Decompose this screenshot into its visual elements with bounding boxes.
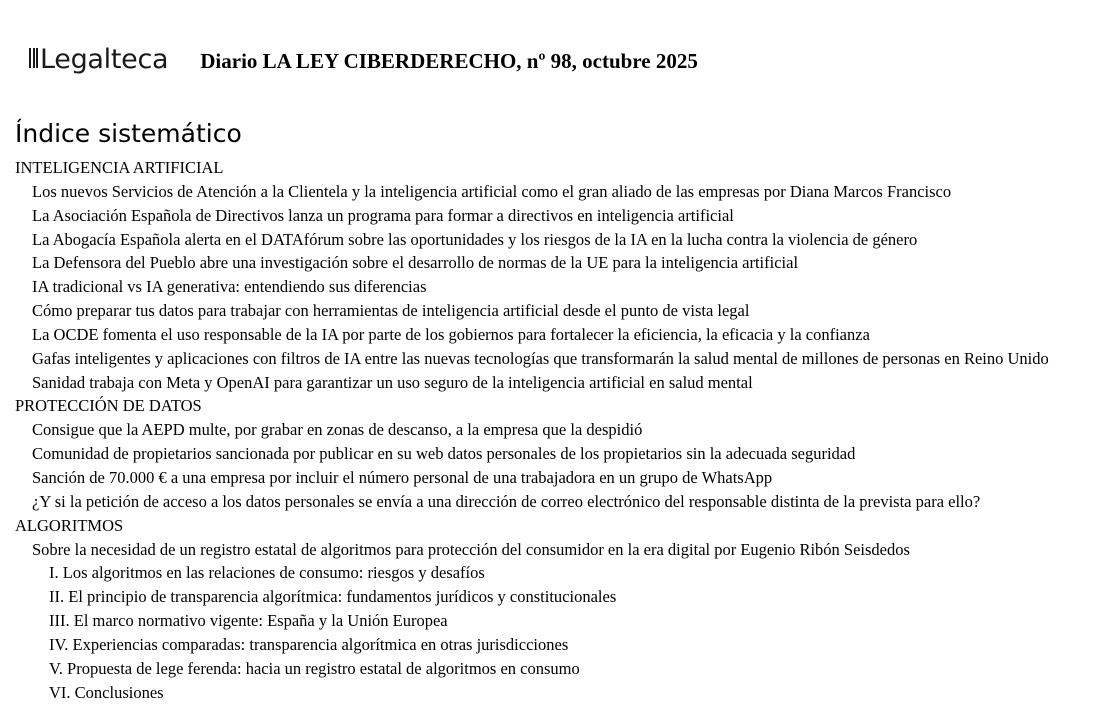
index-subentry[interactable]: III. El marco normativo vigente: España y la Unión Europea	[49, 611, 448, 631]
section-title-inteligencia-artificial: INTELIGENCIA ARTIFICIAL	[15, 158, 224, 177]
index-entry[interactable]: La OCDE fomenta el uso responsable de la IA por parte de los gobiernos para fortalecer la eficiencia, la eficacia y la confianza	[32, 324, 870, 344]
page-header	[29, 44, 698, 75]
index-entry[interactable]: La Defensora del Pueblo abre una investigación sobre el desarrollo de normas de la UE para la inteligencia artificial	[32, 253, 799, 273]
index-entry[interactable]: Consigue que la AEPD multe, por grabar en zonas de descanso, a la empresa que la despidió	[32, 420, 643, 440]
index-entry[interactable]: Sanidad trabaja con Meta y OpenAI para garantizar un uso seguro de la inteligencia artificial en salud mental	[32, 372, 753, 392]
legalteca-logo[interactable]	[29, 44, 168, 75]
index-entry[interactable]: Los nuevos Servicios de Atención a la Clientela y la inteligencia artificial como el gran aliado de las empresas por Diana Marcos Francisco	[32, 181, 952, 201]
index-entry[interactable]: La Asociación Española de Directivos lanza un programa para formar a directivos en inteligencia artificial	[32, 205, 734, 225]
index-subentry[interactable]: VI. Conclusiones	[49, 682, 164, 702]
index-entry[interactable]: Cómo preparar tus datos para trabajar con herramientas de inteligencia artificial desde el punto de vista legal	[32, 301, 750, 321]
logo-text: Legalteca	[40, 44, 169, 75]
index-subentry[interactable]: I. Los algoritmos en las relaciones de consumo: riesgos y desafíos	[49, 563, 485, 583]
index-entry[interactable]: Comunidad de propietarios sancionada por publicar en su web datos personales de los propietarios sin la adecuada seguridad	[32, 444, 856, 464]
index-entry[interactable]: ¿Y si la petición de acceso a los datos personales se envía a una dirección de correo electrónico del responsable distinta de la prevista para ello?	[32, 491, 981, 511]
index-entry[interactable]: IA tradicional vs IA generativa: entendiendo sus diferencias	[32, 277, 427, 297]
index-entry[interactable]: La Abogacía Española alerta en el DATAfórum sobre las oportunidades y los riesgos de la IA en la lucha contra la violencia de género	[32, 229, 918, 249]
index-subentry[interactable]: II. El principio de transparencia algorítmica: fundamentos jurídicos y constitucionales	[49, 587, 617, 607]
logo-bars-icon	[29, 48, 38, 68]
section-title-proteccion-de-datos: PROTECCIÓN DE DATOS	[15, 396, 202, 416]
index-subentry[interactable]: IV. Experiencias comparadas: transparencia algorítmica en otras jurisdicciones	[49, 634, 569, 654]
journal-title: Diario LA LEY CIBERDERECHO, nº 98, octubre 2025	[200, 49, 698, 73]
index-entry[interactable]: Sanción de 70.000 € a una empresa por incluir el número personal de una trabajadora en un grupo de WhatsApp	[32, 467, 773, 487]
index-subentry[interactable]: V. Propuesta de lege ferenda: hacia un registro estatal de algoritmos en consumo	[49, 658, 580, 678]
index-entry[interactable]: Gafas inteligentes y aplicaciones con filtros de IA entre las nuevas tecnologías que transformarán la salud mental de millones de personas en Reino Unido	[32, 348, 1049, 368]
section-title-algoritmos: ALGORITMOS	[15, 515, 124, 535]
index-content	[15, 156, 1105, 704]
index-title: Índice sistemático	[15, 119, 242, 148]
index-entry[interactable]: Sobre la necesidad de un registro estatal de algoritmos para protección del consumidor en la era digital por Eugenio Ribón Seisdedos	[32, 539, 910, 559]
